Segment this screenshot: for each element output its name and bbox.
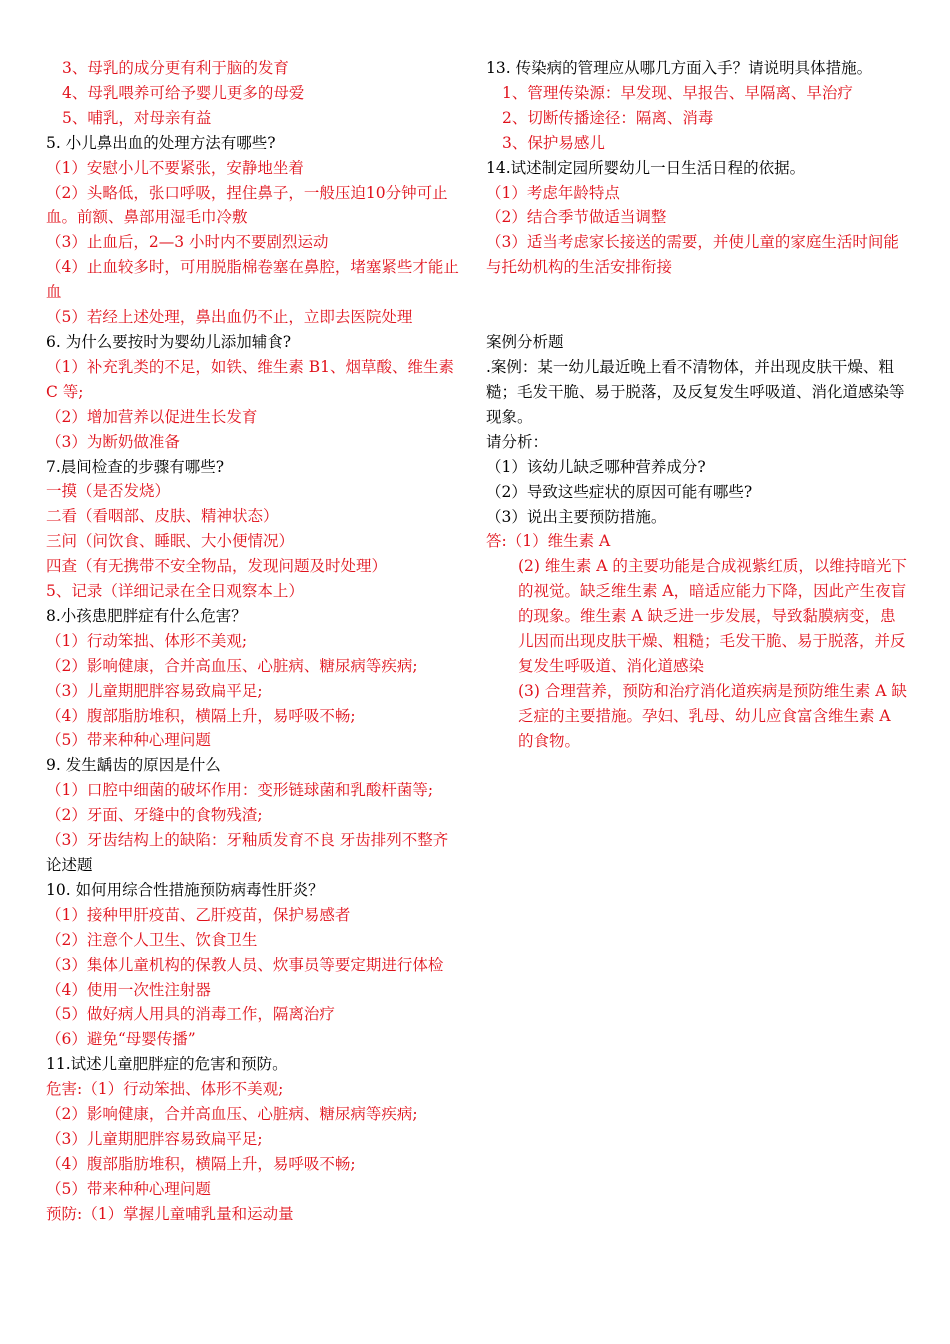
answer-line: （1）口腔中细菌的破坏作用：变形链球菌和乳酸杆菌等;: [46, 781, 434, 800]
answer-line: （3）集体儿童机构的保教人员、炊事员等要定期进行体检: [46, 955, 444, 974]
right-column: [486, 56, 910, 754]
answer-line: （3）儿童期肥胖容易致扁平足;: [46, 681, 263, 700]
left-column: [46, 56, 466, 1227]
question-line: 5. 小儿鼻出血的处理方法有哪些?: [46, 133, 276, 152]
answer-line: （1）补充乳类的不足，如铁、维生素 B1、烟草酸、维生素 C 等;: [46, 357, 455, 401]
answer-line: （4）腹部脂肪堆积，横隔上升，易呼吸不畅;: [46, 706, 356, 725]
answer-line: （1）安慰小儿不要紧张，安静地坐着: [46, 158, 304, 177]
answer-line: （2）牙面、牙缝中的食物残渣;: [46, 806, 263, 825]
answer-line: 答:（1）维生素 A: [486, 532, 611, 551]
answer-line: (2) 维生素 A 的主要功能是合成视紫红质，以维持暗光下的视觉。缺乏维生素 A，暗适应能力下降，因此产生夜盲的现象。维生素 A 缺乏进一步发展，导致黏膜病变，患儿因而出现皮肤干燥、粗糙；毛发干脆、易于脱落，并反复发生呼吸道、消化道感染: [518, 557, 907, 675]
answer-line: （6）避免“母婴传播”: [46, 1030, 196, 1049]
question-line: 10. 如何用综合性措施预防病毒性肝炎？: [46, 880, 324, 899]
answer-line: 二看（看咽部、皮肤、精神状态）: [46, 507, 279, 526]
answer-line: 三问（问饮食、睡眠、大小便情况）: [46, 532, 295, 551]
answer-line: 4、母乳喂养可给予婴儿更多的母爱: [62, 83, 305, 102]
question-line: （3）说出主要预防措施。: [486, 507, 667, 526]
answer-line: （1）接种甲肝疫苗、乙肝疫苗，保护易感者: [46, 905, 351, 924]
answer-line: （3）为断奶做准备: [46, 432, 180, 451]
question-line: 案例分析题: [486, 333, 564, 352]
answer-line: 2、切断传播途径：隔离、消毒: [502, 108, 714, 127]
answer-line: （5）若经上述处理，鼻出血仍不止，立即去医院处理: [46, 308, 413, 327]
answer-line: （3）适当考虑家长接送的需要，并使儿童的家庭生活时间能与托幼机构的生活安排衔接: [486, 233, 899, 277]
section-spacer: [486, 280, 910, 330]
answer-line: （2）结合季节做适当调整: [486, 208, 667, 227]
answer-line: （3）儿童期肥胖容易致扁平足;: [46, 1129, 263, 1148]
question-line: 8.小孩患肥胖症有什么危害？: [46, 606, 247, 625]
answer-line: （3）止血后，2—3 小时内不要剧烈运动: [46, 233, 329, 252]
answer-line: 危害:（1）行动笨拙、体形不美观;: [46, 1080, 284, 1099]
question-line: 6. 为什么要按时为婴幼儿添加辅食?: [46, 332, 292, 351]
answer-line: （2）影响健康，合并高血压、心脏病、糖尿病等疾病;: [46, 1105, 418, 1124]
answer-line: 5、记录（详细记录在全日观察本上）: [46, 582, 304, 601]
answer-line: 四查（有无携带不安全物品，发现问题及时处理）: [46, 557, 388, 576]
answer-line: （2）头略低，张口呼吸，捏住鼻子，一般压迫10分钟可止血。前额、鼻部用湿毛巾冷敷: [46, 183, 448, 227]
answer-line: （1）行动笨拙、体形不美观;: [46, 631, 248, 650]
answer-line: （3）牙齿结构上的缺陷：牙釉质发育不良 牙齿排列不整齐: [46, 831, 449, 850]
question-line: .案例：某一幼儿最近晚上看不清物体，并出现皮肤干燥、粗糙；毛发干脆、易于脱落，及反复发生呼吸道、消化道感染等现象。: [486, 358, 905, 426]
question-line: 7.晨间检查的步骤有哪些?: [46, 457, 225, 476]
answer-line: （4）止血较多时，可用脱脂棉卷塞在鼻腔，堵塞紧些才能止血: [46, 258, 459, 302]
answer-line: （1）考虑年龄特点: [486, 183, 620, 202]
answer-line: （2）增加营养以促进生长发育: [46, 407, 258, 426]
question-line: 论述题: [46, 856, 93, 874]
answer-line: （5）带来种种心理问题: [46, 1179, 211, 1198]
question-line: 13. 传染病的管理应从哪几方面入手？请说明具体措施。: [486, 59, 873, 77]
question-line: 9. 发生龋齿的原因是什么: [46, 756, 221, 775]
answer-line: （5）带来种种心理问题: [46, 731, 211, 750]
answer-line: 1、管理传染源：早发现、早报告、早隔离、早治疗: [502, 83, 853, 102]
answer-line: 3、保护易感儿: [502, 133, 605, 152]
answer-line: 预防:（1）掌握儿童哺乳量和运动量: [46, 1204, 294, 1223]
answer-line: 5、哺乳，对母亲有益: [62, 108, 212, 127]
answer-line: 一摸（是否发烧）: [46, 482, 171, 501]
question-line: 请分析：: [486, 432, 549, 451]
question-line: 14.试述制定园所婴幼儿一日生活日程的依据。: [486, 158, 806, 177]
answer-line: （2）影响健康，合并高血压、心脏病、糖尿病等疾病;: [46, 656, 418, 675]
question-line: （1）该幼儿缺乏哪种营养成分?: [486, 457, 706, 476]
question-line: （2）导致这些症状的原因可能有哪些?: [486, 482, 753, 501]
answer-line: （5）做好病人用具的消毒工作，隔离治疗: [46, 1005, 335, 1024]
answer-line: （4）腹部脂肪堆积，横隔上升，易呼吸不畅;: [46, 1154, 356, 1173]
answer-line: 3、母乳的成分更有利于脑的发育: [62, 59, 289, 77]
question-line: 11.试述儿童肥胖症的危害和预防。: [46, 1055, 288, 1074]
answer-line: (3) 合理营养，预防和治疗消化道疾病是预防维生素 A 缺乏症的主要措施。孕妇、乳母、幼儿应食富含维生素 A 的食物。: [518, 681, 907, 750]
answer-line: （2）注意个人卫生、饮食卫生: [46, 930, 258, 949]
answer-line: （4）使用一次性注射器: [46, 980, 211, 999]
